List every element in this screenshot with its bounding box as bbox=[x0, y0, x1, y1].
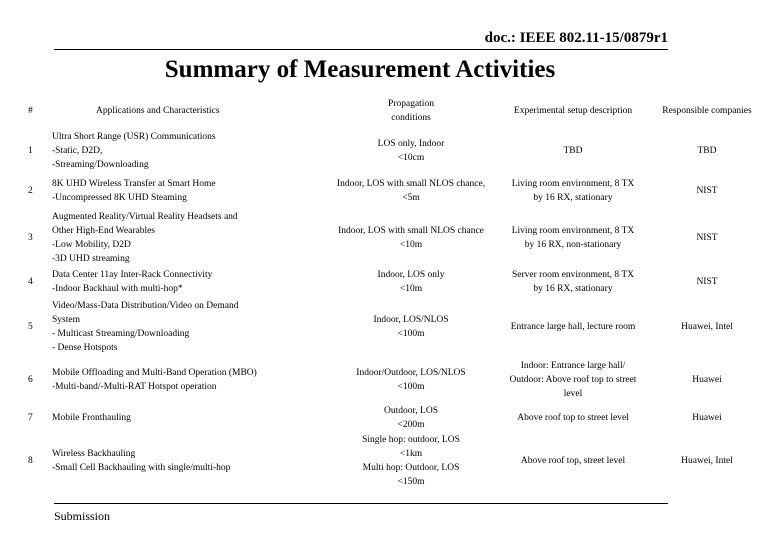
cell-line: <150m bbox=[397, 477, 425, 487]
cell-line: <100m bbox=[397, 329, 425, 339]
cell-line: Multi hop: Outdoor, LOS bbox=[362, 463, 460, 473]
cell-line: <1km bbox=[399, 449, 423, 459]
setup-cell bbox=[497, 172, 649, 210]
cell-line: - Dense Hotspots bbox=[52, 343, 118, 353]
row-number: 3 bbox=[28, 233, 33, 243]
cell-line: Above roof top to street level bbox=[517, 413, 629, 423]
propagation-cell bbox=[325, 130, 497, 172]
cell-line: Indoor, LOS only bbox=[377, 270, 445, 280]
cell-line: -Low Mobility, D2D bbox=[52, 240, 131, 250]
cell-line: Huawei, Intel bbox=[681, 456, 733, 466]
propagation-cell bbox=[325, 432, 497, 490]
cell-line: by 16 RX, non-stationary bbox=[524, 240, 622, 250]
application-cell bbox=[51, 432, 325, 490]
companies-cell bbox=[649, 356, 765, 404]
cell-line: NIST bbox=[696, 233, 718, 243]
measurement-table bbox=[22, 92, 765, 490]
table-row bbox=[22, 298, 765, 356]
cell-line: Above roof top, street level bbox=[520, 456, 626, 466]
cell-line: <10cm bbox=[397, 153, 425, 163]
cell-line: <5m bbox=[402, 193, 420, 203]
application-cell bbox=[51, 266, 325, 298]
companies-cell bbox=[649, 266, 765, 298]
cell-line: Wireless Backhauling bbox=[52, 449, 136, 459]
propagation-header-line: Propagation bbox=[388, 99, 434, 109]
cell-line: Other High-End Wearables bbox=[52, 226, 155, 236]
row-number: 7 bbox=[28, 413, 33, 423]
cell-line: by 16 RX, stationary bbox=[533, 193, 613, 203]
table-row bbox=[22, 210, 765, 266]
cell-line: Living room environment, 8 TX bbox=[511, 179, 635, 189]
application-cell bbox=[51, 210, 325, 266]
col-header-number: # bbox=[28, 106, 33, 116]
document-id: doc.: IEEE 802.11-15/0879r1 bbox=[484, 30, 668, 46]
col-header-applications: Applications and Characteristics bbox=[96, 106, 220, 116]
row-number: 6 bbox=[28, 375, 33, 385]
cell-line: Indoor, LOS with small NLOS chance bbox=[338, 226, 484, 236]
setup-cell bbox=[497, 404, 649, 432]
application-cell bbox=[51, 172, 325, 210]
cell-line: Video/Mass-Data Distribution/Video on Demand bbox=[52, 301, 239, 311]
setup-cell bbox=[497, 356, 649, 404]
cell-line: <100m bbox=[397, 382, 425, 392]
table-row bbox=[22, 172, 765, 210]
cell-line: -Multi-band/-Multi-RAT Hotspot operation bbox=[52, 382, 217, 392]
footer-rule bbox=[54, 503, 668, 504]
cell-line: 8K UHD Wireless Transfer at Smart Home bbox=[52, 179, 216, 189]
cell-line: Indoor/Outdoor, LOS/NLOS bbox=[356, 368, 466, 378]
cell-line: Living room environment, 8 TX bbox=[511, 226, 635, 236]
propagation-cell bbox=[325, 210, 497, 266]
propagation-cell bbox=[325, 266, 497, 298]
row-number: 2 bbox=[28, 186, 33, 196]
companies-cell bbox=[649, 210, 765, 266]
companies-cell bbox=[649, 298, 765, 356]
application-cell bbox=[51, 130, 325, 172]
propagation-cell bbox=[325, 356, 497, 404]
setup-cell bbox=[497, 432, 649, 490]
submission-label: Submission bbox=[54, 509, 111, 523]
cell-line: -Uncompressed 8K UHD Steaming bbox=[52, 193, 187, 203]
cell-line: - Multicast Streaming/Downloading bbox=[52, 329, 190, 339]
col-header-propagation bbox=[325, 92, 497, 130]
cell-line: level bbox=[563, 389, 583, 399]
cell-line: NIST bbox=[696, 186, 718, 196]
cell-line: LOS only, Indoor bbox=[377, 139, 445, 149]
table-row bbox=[22, 266, 765, 298]
companies-cell bbox=[649, 172, 765, 210]
cell-line: -Indoor Backhaul with multi-hop* bbox=[52, 284, 183, 294]
cell-line: TBD bbox=[697, 146, 717, 156]
row-number: 8 bbox=[28, 456, 33, 466]
col-header-setup: Experimental setup description bbox=[513, 106, 633, 116]
cell-line: Augmented Reality/Virtual Reality Headsets and bbox=[52, 212, 238, 222]
table-row bbox=[22, 404, 765, 432]
cell-line: <200m bbox=[397, 420, 425, 430]
cell-line: System bbox=[52, 315, 80, 325]
cell-line: -3D UHD streaming bbox=[52, 254, 130, 264]
cell-line: Indoor, LOS/NLOS bbox=[373, 315, 449, 325]
cell-line: Data Center 11ay Inter-Rack Connectivity bbox=[52, 270, 213, 280]
companies-cell bbox=[649, 404, 765, 432]
slide-title: Summary of Measurement Activities bbox=[164, 56, 556, 83]
table-row bbox=[22, 130, 765, 172]
cell-line: <10m bbox=[399, 284, 423, 294]
companies-cell bbox=[649, 130, 765, 172]
cell-line: Outdoor, LOS bbox=[384, 406, 438, 416]
cell-line: Single hop: outdoor, LOS bbox=[362, 435, 460, 445]
cell-line: NIST bbox=[696, 277, 718, 287]
cell-line: Indoor: Entrance large hall/ bbox=[520, 361, 626, 371]
propagation-cell bbox=[325, 298, 497, 356]
setup-cell bbox=[497, 298, 649, 356]
table-row bbox=[22, 356, 765, 404]
table-row bbox=[22, 432, 765, 490]
application-cell bbox=[51, 404, 325, 432]
cell-line: Server room environment, 8 TX bbox=[512, 270, 634, 280]
col-header-companies: Responsible companies bbox=[662, 106, 752, 116]
table-body bbox=[22, 130, 765, 490]
cell-line: Mobile Fronthauling bbox=[52, 413, 131, 423]
table-header-row bbox=[22, 92, 765, 130]
header-rule bbox=[54, 49, 668, 50]
application-cell bbox=[51, 298, 325, 356]
companies-cell bbox=[649, 432, 765, 490]
propagation-cell bbox=[325, 404, 497, 432]
cell-line: by 16 RX, stationary bbox=[533, 284, 613, 294]
row-number: 4 bbox=[28, 277, 33, 287]
cell-line: TBD bbox=[563, 146, 583, 156]
cell-line: -Small Cell Backhauling with single/multi-hop bbox=[52, 463, 231, 473]
application-cell bbox=[51, 356, 325, 404]
row-number: 5 bbox=[28, 322, 33, 332]
cell-line: Huawei, Intel bbox=[681, 322, 733, 332]
setup-cell bbox=[497, 266, 649, 298]
cell-line: -Static, D2D, bbox=[52, 146, 103, 156]
cell-line: Huawei bbox=[692, 375, 722, 385]
cell-line: Huawei bbox=[692, 413, 722, 423]
row-number: 1 bbox=[28, 146, 33, 156]
cell-line: Indoor, LOS with small NLOS chance, bbox=[336, 179, 486, 189]
cell-line: Outdoor: Above roof top to street bbox=[509, 375, 637, 385]
propagation-cell bbox=[325, 172, 497, 210]
cell-line: <10m bbox=[399, 240, 423, 250]
setup-cell bbox=[497, 210, 649, 266]
propagation-header-line: conditions bbox=[391, 113, 431, 123]
setup-cell bbox=[497, 130, 649, 172]
cell-line: Entrance large hall, lecture room bbox=[510, 322, 636, 332]
cell-line: Ultra Short Range (USR) Communications bbox=[52, 132, 216, 142]
cell-line: Mobile Offloading and Multi-Band Operation (MBO) bbox=[52, 368, 257, 378]
cell-line: -Streaming/Downloading bbox=[52, 160, 149, 170]
